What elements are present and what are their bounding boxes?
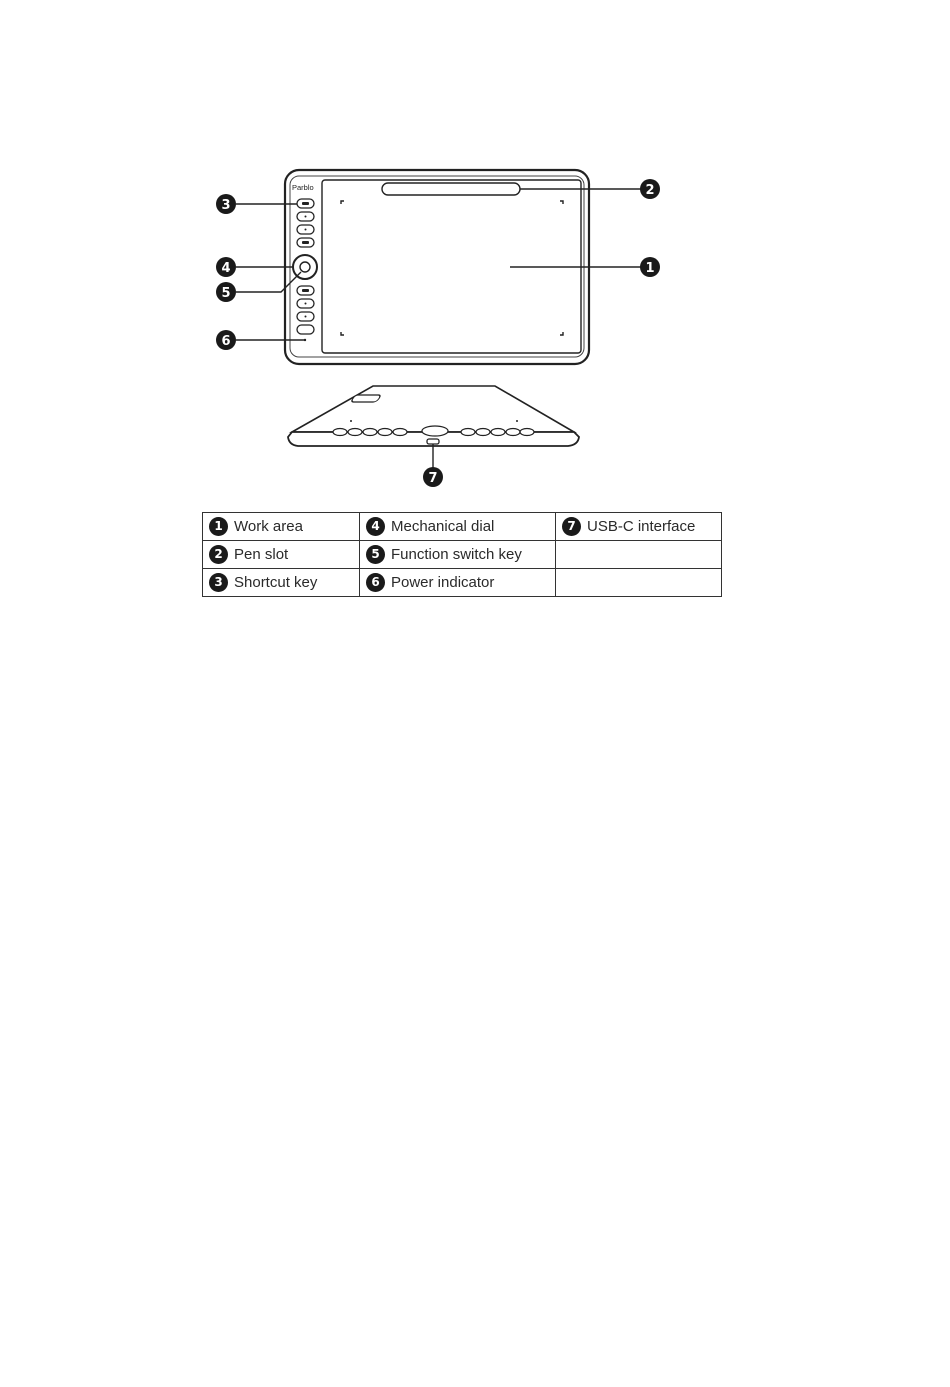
legend-label: Pen slot <box>234 546 289 563</box>
tablet-diagram <box>0 0 950 510</box>
svg-text:2: 2 <box>645 183 655 198</box>
legend-row <box>203 513 722 541</box>
legend-cell <box>203 513 360 541</box>
legend-label: Mechanical dial <box>391 518 495 535</box>
legend-cell <box>360 541 556 569</box>
legend-label: Work area <box>234 518 303 535</box>
function-switch-key <box>300 262 310 272</box>
callout-6 <box>216 330 236 350</box>
side-pen-slot <box>351 395 382 402</box>
legend-row <box>203 541 722 569</box>
legend-cell <box>360 569 556 597</box>
legend-cell <box>360 513 556 541</box>
legend-number-badge: 5 <box>366 545 385 564</box>
pen-slot <box>382 183 520 195</box>
callout-7 <box>423 467 443 487</box>
legend-number-badge: 4 <box>366 517 385 536</box>
legend-cell-empty <box>556 569 722 597</box>
legend-label: Power indicator <box>391 574 495 591</box>
svg-text:5: 5 <box>221 286 231 301</box>
svg-text:7: 7 <box>428 471 438 486</box>
tablet-side-view <box>288 386 579 446</box>
usb-c-interface <box>427 439 439 444</box>
legend-number-badge: 2 <box>209 545 228 564</box>
legend-cell-empty <box>556 541 722 569</box>
legend-row <box>203 569 722 597</box>
side-top-surface <box>292 386 574 432</box>
brand-logo: Parblo <box>292 183 314 192</box>
callout-2 <box>640 179 660 199</box>
legend-cell <box>556 513 722 541</box>
callout-4 <box>216 257 236 277</box>
legend-number-badge: 6 <box>366 573 385 592</box>
legend-number-badge: 1 <box>209 517 228 536</box>
svg-text:1: 1 <box>645 261 655 276</box>
legend-cell <box>203 569 360 597</box>
svg-text:3: 3 <box>221 198 231 213</box>
svg-text:4: 4 <box>221 261 231 276</box>
callout-5 <box>216 282 236 302</box>
legend-label: Function switch key <box>391 546 522 563</box>
shortcut-key <box>297 325 314 334</box>
legend-number-badge: 7 <box>562 517 581 536</box>
legend-label: USB-C interface <box>587 518 696 535</box>
callout-3 <box>216 194 236 214</box>
callout-1 <box>640 257 660 277</box>
legend-table <box>202 512 722 597</box>
legend-number-badge: 3 <box>209 573 228 592</box>
svg-text:6: 6 <box>221 334 231 349</box>
legend-label: Shortcut key <box>234 574 318 591</box>
legend-cell <box>203 541 360 569</box>
